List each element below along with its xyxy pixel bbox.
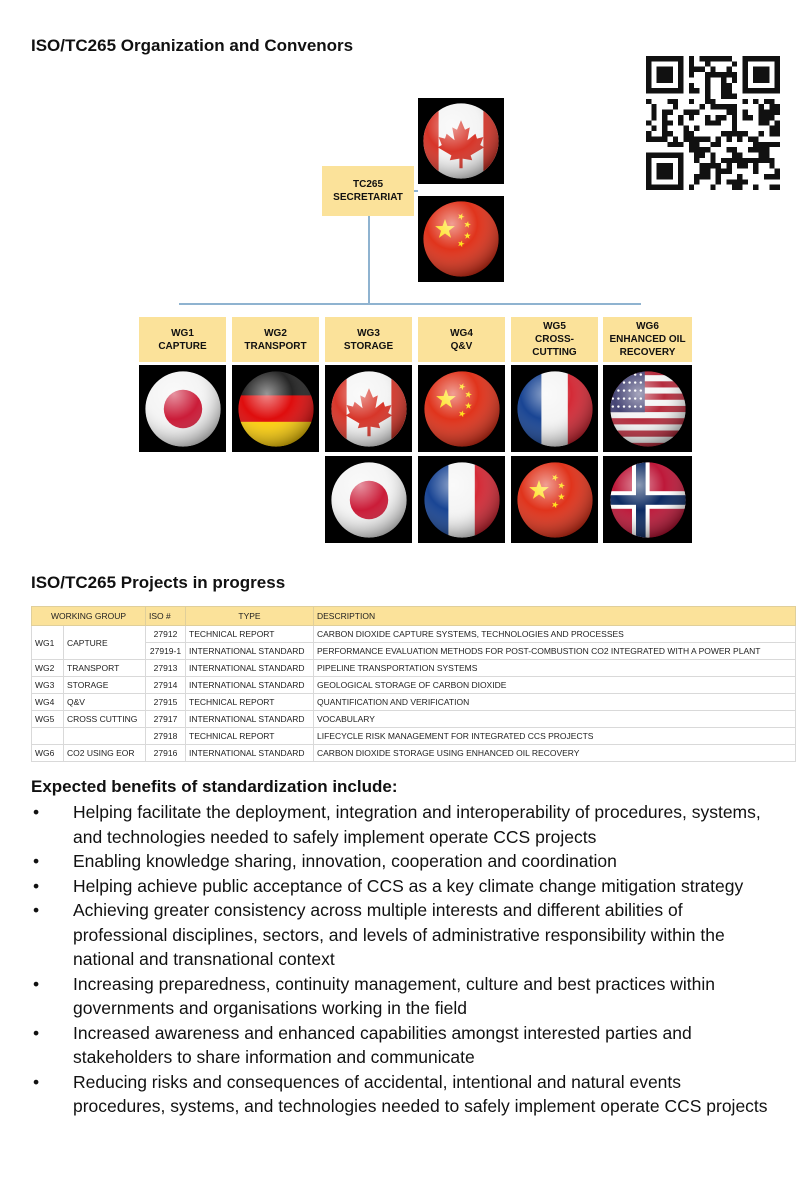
- wg4-flag-china: [418, 365, 505, 452]
- usa-flag-icon: [608, 369, 688, 449]
- cell-type: INTERNATIONAL STANDARD: [186, 660, 314, 677]
- projects-header-row: [32, 607, 796, 626]
- canada-flag-icon: [329, 369, 409, 449]
- france-flag-icon: [515, 369, 595, 449]
- wg3-code: WG3: [357, 327, 380, 339]
- secretariat-flag-china: [418, 196, 504, 282]
- wg2-flag-germany: [232, 365, 319, 452]
- list-item: [33, 800, 773, 849]
- table-row: [32, 694, 796, 711]
- list-item: [33, 972, 773, 1021]
- wg1-name: CAPTURE: [158, 340, 207, 352]
- cell-desc: PERFORMANCE EVALUATION METHODS FOR POST-COMBUSTION CO2 INTEGRATED WITH A POWER PLANT: [314, 643, 796, 660]
- norway-flag-icon: [608, 460, 688, 540]
- wg6-flag-norway: [603, 456, 692, 543]
- cell-wg: [32, 728, 64, 745]
- wg6-name-line2: RECOVERY: [619, 347, 676, 358]
- benefit-text: Increasing preparedness, continuity management, culture and best practices within governments and organisations working in the field: [73, 973, 716, 1018]
- cell-type: INTERNATIONAL STANDARD: [186, 677, 314, 694]
- wg6-box: [603, 317, 692, 362]
- bullet-icon: •: [33, 900, 40, 920]
- list-item: [33, 898, 773, 972]
- japan-flag-icon: [329, 460, 409, 540]
- germany-flag-icon: [236, 369, 316, 449]
- table-row: [32, 660, 796, 677]
- cell-iso: 27914: [146, 677, 186, 694]
- page-title: ISO/TC265 Organization and Convenors: [31, 36, 354, 55]
- cell-wg-name: STORAGE: [64, 677, 146, 694]
- benefit-text: Helping facilitate the deployment, integration and interoperability of procedures, systems, and technologies needed to safely implement operate CCS projects: [73, 802, 761, 847]
- header-type: TYPE: [186, 607, 314, 626]
- wg1-box: [139, 317, 226, 362]
- wg4-flag-france: [418, 456, 505, 543]
- cell-wg: WG4: [32, 694, 64, 711]
- benefit-text: Enabling knowledge sharing, innovation, cooperation and coordination: [73, 851, 617, 871]
- bullet-icon: •: [33, 851, 40, 871]
- cell-wg: WG1: [32, 626, 64, 660]
- cell-desc: GEOLOGICAL STORAGE OF CARBON DIOXIDE: [314, 677, 796, 694]
- cell-type: INTERNATIONAL STANDARD: [186, 711, 314, 728]
- wg5-box: [511, 317, 598, 362]
- bullet-icon: •: [33, 1022, 40, 1043]
- projects-title: ISO/TC265 Projects in progress: [31, 573, 286, 592]
- china-flag-icon: [422, 369, 502, 449]
- wg5-name-line2: CUTTING: [532, 347, 577, 358]
- wg5-name-line1: CROSS-: [535, 334, 574, 345]
- header-working-group: WORKING GROUP: [32, 607, 146, 626]
- cell-iso: 27913: [146, 660, 186, 677]
- wg4-name: Q&V: [450, 340, 473, 352]
- wg2-code: WG2: [264, 327, 287, 339]
- list-item: [33, 849, 773, 874]
- benefits-title: Expected benefits of standardization include:: [31, 777, 398, 796]
- wg4-box: [418, 317, 505, 362]
- benefits-list: [33, 800, 773, 1119]
- cell-iso: 27917: [146, 711, 186, 728]
- bullet-icon: •: [33, 802, 40, 822]
- japan-flag-icon: [143, 369, 223, 449]
- cell-desc: LIFECYCLE RISK MANAGEMENT FOR INTEGRATED CCS PROJECTS: [314, 728, 796, 745]
- wg3-name: STORAGE: [343, 340, 394, 352]
- wg6-name-line1: ENHANCED OIL: [609, 334, 686, 345]
- benefit-text: Increased awareness and enhanced capabilities amongst interested parties and stakeholders to share information and communicate: [73, 1022, 692, 1067]
- china-flag-icon: [515, 460, 595, 540]
- bullet-icon: •: [33, 1071, 40, 1092]
- bullet-icon: •: [33, 973, 40, 994]
- cell-type: TECHNICAL REPORT: [186, 626, 314, 643]
- connector-vertical: [368, 216, 370, 304]
- wg5-code: WG5: [543, 321, 566, 332]
- bullet-icon: •: [33, 875, 40, 896]
- cell-desc: PIPELINE TRANSPORTATION SYSTEMS: [314, 660, 796, 677]
- table-row: [32, 728, 796, 745]
- china-flag-icon: [421, 199, 501, 279]
- cell-desc: CARBON DIOXIDE STORAGE USING ENHANCED OIL RECOVERY: [314, 745, 796, 762]
- list-item: [33, 874, 773, 899]
- cell-wg-name: [64, 728, 146, 745]
- canada-flag-icon: [421, 101, 501, 181]
- cell-iso: 27918: [146, 728, 186, 745]
- wg1-flag-japan: [139, 365, 226, 452]
- table-row: [32, 626, 796, 643]
- cell-type: TECHNICAL REPORT: [186, 694, 314, 711]
- cell-wg-name: CAPTURE: [64, 626, 146, 660]
- wg2-box: [232, 317, 319, 362]
- cell-iso: 27919-1: [146, 643, 186, 660]
- cell-iso: 27916: [146, 745, 186, 762]
- secretariat-line2: SECRETARIAT: [333, 192, 403, 203]
- cell-iso: 27912: [146, 626, 186, 643]
- cell-type: INTERNATIONAL STANDARD: [186, 643, 314, 660]
- cell-wg: WG3: [32, 677, 64, 694]
- wg6-flag-usa: [603, 365, 692, 452]
- table-row: [32, 711, 796, 728]
- projects-table: [31, 606, 796, 762]
- cell-desc: CARBON DIOXIDE CAPTURE SYSTEMS, TECHNOLOGIES AND PROCESSES: [314, 626, 796, 643]
- cell-type: TECHNICAL REPORT: [186, 728, 314, 745]
- wg5-flag-france: [511, 365, 598, 452]
- wg3-box: [325, 317, 412, 362]
- cell-desc: VOCABULARY: [314, 711, 796, 728]
- connector-horizontal: [179, 303, 641, 305]
- wg6-code: WG6: [636, 321, 659, 332]
- cell-desc: QUANTIFICATION AND VERIFICATION: [314, 694, 796, 711]
- cell-wg: WG5: [32, 711, 64, 728]
- list-item: [33, 1021, 773, 1070]
- wg3-flag-canada: [325, 365, 412, 452]
- cell-type: INTERNATIONAL STANDARD: [186, 745, 314, 762]
- wg3-flag-japan: [325, 456, 412, 543]
- table-row: [32, 745, 796, 762]
- cell-wg-name: Q&V: [64, 694, 146, 711]
- table-row: [32, 677, 796, 694]
- cell-wg-name: CROSS CUTTING: [64, 711, 146, 728]
- wg5-flag-china: [511, 456, 598, 543]
- benefit-text: Helping achieve public acceptance of CCS as a key climate change mitigation strategy: [73, 875, 744, 896]
- cell-iso: 27915: [146, 694, 186, 711]
- table-row: [32, 643, 796, 660]
- secretariat-line1: TC265: [352, 179, 383, 190]
- cell-wg: WG2: [32, 660, 64, 677]
- cell-wg-name: TRANSPORT: [64, 660, 146, 677]
- wg1-code: WG1: [171, 327, 194, 339]
- list-item: [33, 1070, 773, 1119]
- wg4-code: WG4: [450, 327, 473, 339]
- france-flag-icon: [422, 460, 502, 540]
- secretariat-box: [322, 166, 414, 216]
- header-iso: ISO #: [146, 607, 186, 626]
- benefit-text: Achieving greater consistency across multiple interests and different abilities of professional disciplines, sectors, and levels of administrative responsibility within the national and transnational context: [73, 900, 725, 969]
- header-description: DESCRIPTION: [314, 607, 796, 626]
- benefit-text: Reducing risks and consequences of accidental, intentional and natural events procedures, systems, and technologies needed to safely implement operate CCS projects: [73, 1071, 768, 1116]
- cell-wg: WG6: [32, 745, 64, 762]
- qr-code[interactable]: [646, 56, 780, 190]
- secretariat-flag-canada: [418, 98, 504, 184]
- wg2-name: TRANSPORT: [244, 340, 307, 352]
- cell-wg-name: CO2 USING EOR: [64, 745, 146, 762]
